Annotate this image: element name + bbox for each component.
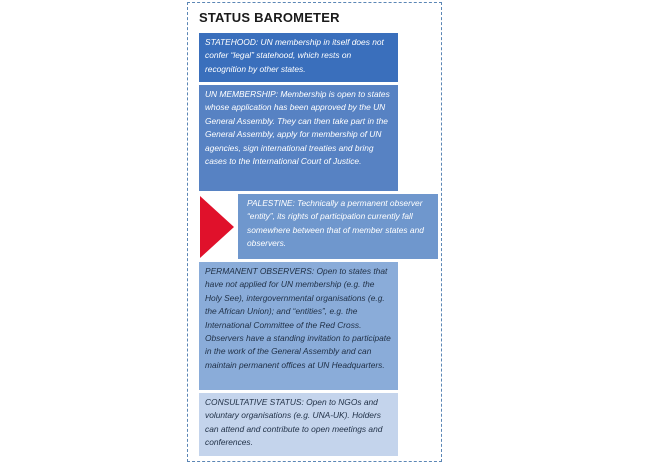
permanent-observers-panel: PERMANENT OBSERVERS: Open to states that have not applied for UN membership (e.g. the Holy See), intergovernmental organisations (e.g. the African Union); and “entities”, e.g. the International Committee of the Red Cross. Observers have a standing invitation to participate in the work of the General Assembly and can maintain permanent offices at UN Headquarters. bbox=[199, 262, 398, 390]
red-triangle-arrow-icon bbox=[200, 196, 234, 258]
palestine-panel: PALESTINE: Technically a permanent observer “entity”, its rights of participation currently fall somewhere between that of member states and observers. bbox=[238, 194, 438, 259]
statehood-panel: STATEHOOD: UN membership in itself does not confer “legal” statehood, which rests on recognition by other states. bbox=[199, 33, 398, 82]
box-title: STATUS BAROMETER bbox=[199, 10, 340, 25]
consultative-status-panel: CONSULTATIVE STATUS: Open to NGOs and voluntary organisations (e.g. UNA-UK). Holders can attend and contribute to open meetings and conferences. bbox=[199, 393, 398, 456]
un-membership-panel: UN MEMBERSHIP: Membership is open to states whose application has been approved by the UN General Assembly. They can then take part in the General Assembly, apply for membership of UN agencies, sign international treaties and bring cases to the International Court of Justice. bbox=[199, 85, 398, 191]
